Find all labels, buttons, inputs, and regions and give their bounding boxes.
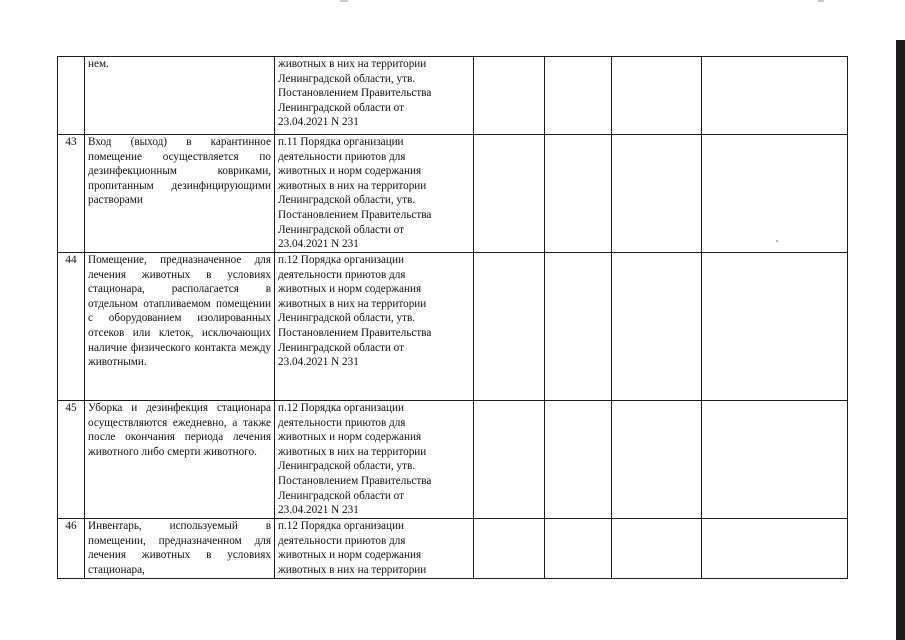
note-cell [702, 519, 848, 579]
row-number: 43 [58, 135, 85, 253]
table-row [58, 253, 848, 401]
legal-reference-cell [275, 519, 474, 579]
legal-reference-cell [275, 135, 474, 253]
answer-no-cell [545, 519, 612, 579]
scan-artifact [818, 0, 824, 2]
answer-na-cell [612, 253, 702, 401]
requirement-text: нем. [88, 58, 109, 70]
answer-na-cell [612, 401, 702, 519]
note-cell [702, 253, 848, 401]
requirement-cell [85, 519, 275, 579]
answer-no-cell [545, 57, 612, 135]
table-row [58, 135, 848, 253]
legal-reference-text: п.12 Порядка организации деятельности приютов для животных и норм содержания животных в них на территории Ленинградской области, утв. Постановлением Правительства Ленинградской области от 23.04.2021 N 231 [278, 402, 432, 517]
answer-na-cell [612, 135, 702, 253]
scan-artifact [340, 0, 348, 2]
legal-reference-cell [275, 57, 474, 135]
row-number: 45 [58, 401, 85, 519]
legal-reference-text: п.12 Порядка организации деятельности приютов для животных и норм содержания животных в них на территории Ленинградской области, утв. Постановлением Правительства Ленинградской области от 23.04.2021 N 231 [278, 254, 432, 369]
answer-yes-cell [474, 253, 545, 401]
row-number: 46 [58, 519, 85, 579]
requirement-cell [85, 253, 275, 401]
note-cell [702, 401, 848, 519]
note-cell [702, 57, 848, 135]
answer-no-cell [545, 135, 612, 253]
scan-edge-shadow [896, 40, 905, 640]
checklist-table [57, 56, 848, 579]
answer-na-cell [612, 57, 702, 135]
legal-reference-cell [275, 253, 474, 401]
requirement-text: Инвентарь, используемый в помещении, предназначенном для лечения животных в условиях стационара, [88, 520, 271, 576]
answer-yes-cell [474, 519, 545, 579]
note-cell [702, 135, 848, 253]
legal-reference-text: п.11 Порядка организации деятельности приютов для животных и норм содержания животных в них на территории Ленинградской области, утв. Постановлением Правительства Ленинградской области от 23.04.2021 N 231 [278, 136, 432, 251]
requirement-text: Помещение, предназначенное для лечения животных в условиях стационара, располагается в отдельном отапливаемом помещении с оборудованием изолированных отсеков или клеток, исключающих наличие физического контакта между животными. [88, 254, 271, 369]
table-row [58, 401, 848, 519]
answer-yes-cell [474, 401, 545, 519]
requirement-text: Уборка и дезинфекция стационара осуществляются ежедневно, а также после окончания периода лечения животного либо смерти животного. [88, 402, 271, 458]
requirement-text: Вход (выход) в карантинное помещение осуществляется по дезинфекционным ковриками, пропитанным дезинфицирующими растворами [88, 136, 271, 207]
answer-yes-cell [474, 57, 545, 135]
table-row [58, 519, 848, 579]
requirement-cell [85, 135, 275, 253]
requirement-cell [85, 401, 275, 519]
legal-reference-text: п.12 Порядка организации деятельности приютов для животных и норм содержания животных в них на территории [278, 520, 427, 576]
answer-na-cell [612, 519, 702, 579]
answer-no-cell [545, 253, 612, 401]
table-row [58, 57, 848, 135]
legal-reference-cell [275, 401, 474, 519]
answer-yes-cell [474, 135, 545, 253]
legal-reference-text: животных в них на территории Ленинградской области, утв. Постановлением Правительства Ленинградской области от 23.04.2021 N 231 [278, 58, 432, 129]
answer-no-cell [545, 401, 612, 519]
row-number: 44 [58, 253, 85, 401]
requirement-cell [85, 57, 275, 135]
row-number [58, 57, 85, 135]
